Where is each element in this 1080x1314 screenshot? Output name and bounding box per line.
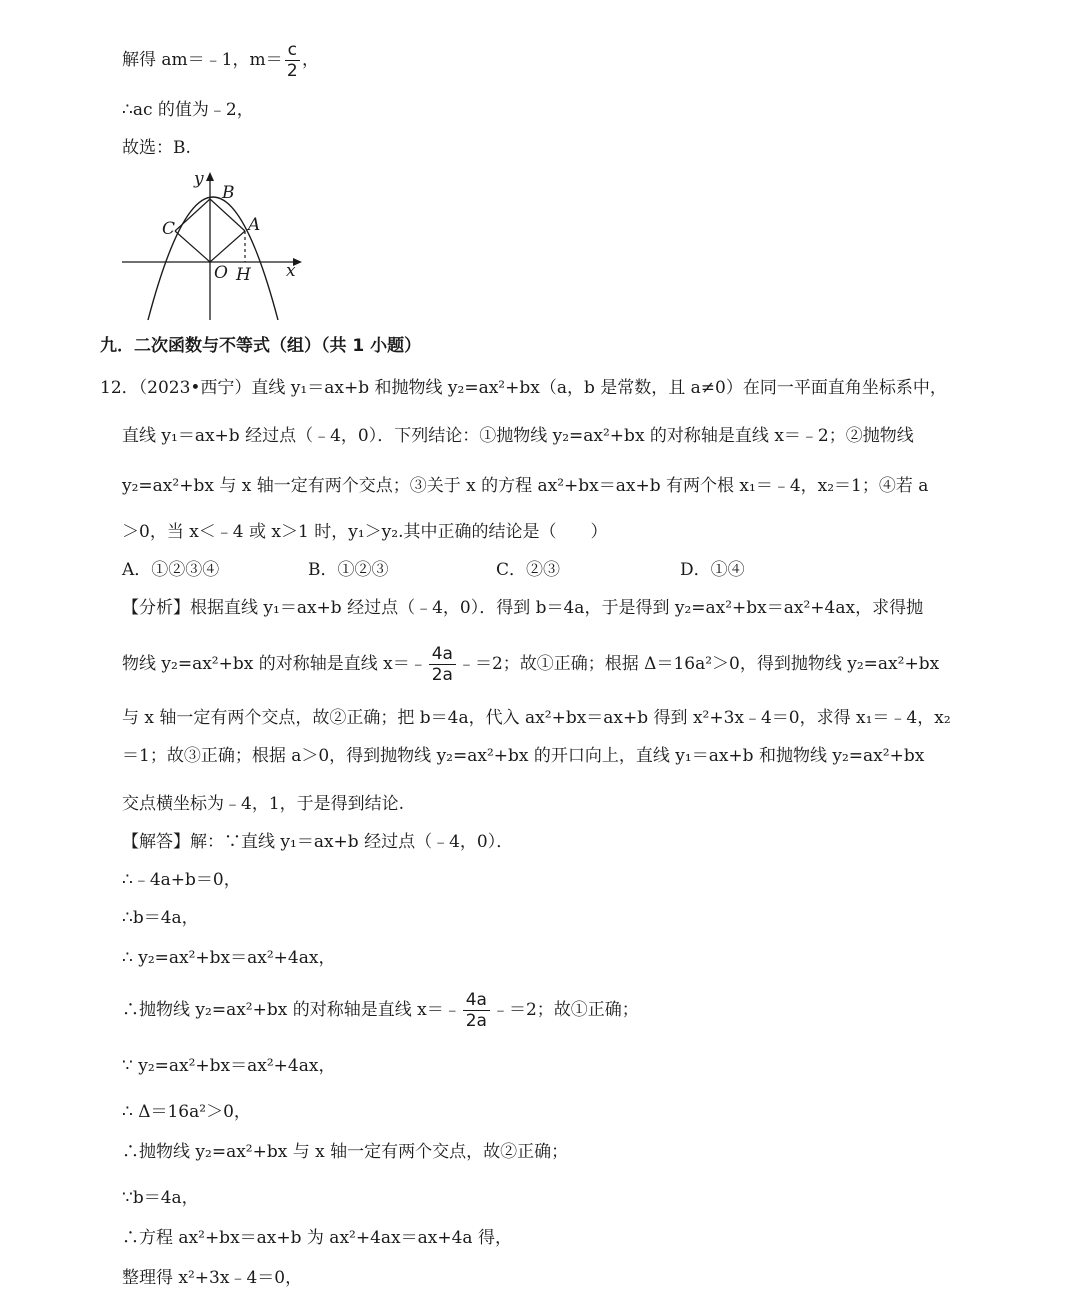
label-b: B (222, 183, 235, 203)
fraction-4a-over-2a: $\frac{4a}{2a}$ (429, 644, 456, 685)
label-o: O (214, 263, 228, 283)
solution-line-2: ∴﹣4a+b＝0， (122, 870, 241, 890)
option-c: C．②③ (496, 560, 561, 580)
solution-line-9: ∵b＝4a， (122, 1188, 199, 1208)
solution-line-10: ∴方程 ax²+bx＝ax+b 为 ax²+4ax＝ax+4a 得， (122, 1228, 512, 1248)
question-line-2: 直线 y₁＝ax+b 经过点（﹣4，0）．下列结论：①抛物线 y₂=ax²+bx 的对称轴是直线 x＝﹣2；②抛物线 (122, 426, 914, 446)
label-h: H (236, 265, 251, 285)
parabola-figure (118, 166, 318, 326)
option-d: D．①④ (680, 560, 745, 580)
question-line-1: 12．（2023•西宁）直线 y₁＝ax+b 和抛物线 y₂=ax²+bx（a，b 是常数，且 a≠0）在同一平面直角坐标系中， (100, 378, 947, 398)
label-a: A (248, 215, 261, 235)
segment-oc (175, 231, 210, 262)
solution-line-6: ∵ y₂=ax²+bx＝ax²+4ax， (122, 1056, 336, 1076)
analysis-line-3: 与 x 轴一定有两个交点，故②正确；把 b＝4a，代入 ax²+bx＝ax+b 得到 x²+3x﹣4＝0，求得 x₁＝﹣4，x₂ (122, 708, 951, 728)
analysis-line-2: 物线 y₂=ax²+bx 的对称轴是直线 x＝﹣ $\frac{4a}{2a}$ ﹣＝2；故①正确；根据 Δ＝16a²＞0，得到抛物线 y₂=ax²+bx (122, 644, 940, 685)
solution-line-4: ∴ y₂=ax²+bx＝ax²+4ax， (122, 948, 336, 968)
fraction-4a-over-2a-solution: $\frac{4a}{2a}$ (463, 990, 490, 1031)
question-line-4: ＞0，当 x＜﹣4 或 x＞1 时，y₁＞y₂.其中正确的结论是（ ） (122, 522, 608, 542)
question-line-3: y₂=ax²+bx 与 x 轴一定有两个交点；③关于 x 的方程 ax²+bx＝ax+b 有两个根 x₁＝﹣4，x₂＝1；④若 a (122, 476, 929, 496)
fraction-c-over-2: $\frac{c}{2}$ (285, 40, 300, 81)
option-b: B．①②③ (308, 560, 389, 580)
line-choose-b: 故选：B. (122, 138, 191, 158)
option-a: A．①②③④ (122, 560, 220, 580)
solution-line-7: ∴ Δ＝16a²＞0， (122, 1102, 251, 1122)
solution-line-1: 【解答】解：∵直线 y₁＝ax+b 经过点（﹣4，0）． (122, 832, 514, 852)
solution-line-11: 整理得 x²+3x﹣4＝0， (122, 1268, 303, 1288)
label-c: C (162, 219, 176, 239)
segment-cb (175, 199, 210, 231)
line-solve-am: 解得 am＝﹣1，m＝ $\frac{c}{2}$ ， (122, 40, 319, 81)
solution-line-8: ∴抛物线 y₂=ax²+bx 与 x 轴一定有两个交点，故②正确； (122, 1142, 569, 1162)
solution-line-5: ∴抛物线 y₂=ax²+bx 的对称轴是直线 x＝﹣ $\frac{4a}{2a}$ ﹣＝2；故①正确； (122, 990, 639, 1031)
label-y: y (194, 169, 204, 189)
section-title: 九．二次函数与不等式（组）（共 1 小题） (100, 336, 422, 356)
analysis-line-1: 【分析】根据直线 y₁＝ax+b 经过点（﹣4，0）．得到 b＝4a，于是得到 y₂=ax²+bx＝ax²+4ax，求得抛 (122, 598, 924, 618)
y-axis-arrow (206, 172, 214, 181)
label-x: x (286, 261, 296, 281)
segment-ao (210, 231, 245, 262)
solution-line-3: ∴b＝4a， (122, 908, 199, 928)
analysis-line-4: ＝1；故③正确；根据 a＞0，得到抛物线 y₂=ax²+bx 的开口向上，直线 y₁＝ax+b 和抛物线 y₂=ax²+bx (122, 746, 925, 766)
line-ac-value: ∴ac 的值为﹣2， (122, 100, 254, 120)
analysis-line-5: 交点横坐标为﹣4，1，于是得到结论. (122, 794, 405, 814)
